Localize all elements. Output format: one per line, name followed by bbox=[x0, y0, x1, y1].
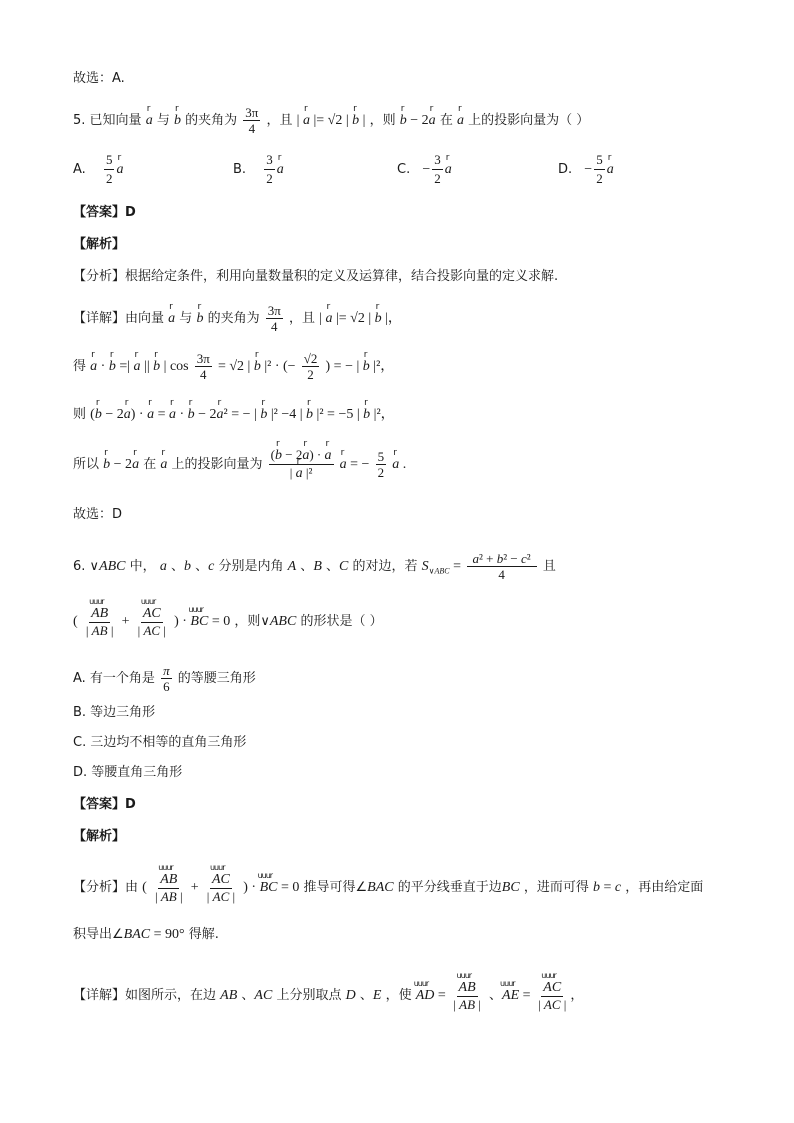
text: 所以 bbox=[73, 457, 100, 472]
text: 则 bbox=[73, 407, 87, 422]
text: 【详解】由向量 bbox=[73, 311, 165, 326]
text: 的夹角为 bbox=[207, 311, 260, 326]
text: 的夹角为 bbox=[185, 113, 238, 128]
text: 【分析】由 bbox=[73, 880, 139, 895]
q6-option-c bbox=[73, 736, 246, 749]
text: C. 三边均不相等的直角三角形 bbox=[73, 735, 247, 750]
option-d: D. − $\frac{5}{2}$ r a bbox=[558, 152, 614, 187]
text: 【答案】D bbox=[73, 797, 136, 812]
question-6-stem: 6. ∨ABC 中， a 、b 、c 分别是内角 A 、B 、C 的对边，若 $S_{\vee ABC}$ = $\frac{\text{a² + b² − c²}}{4}$ 且 bbox=[73, 551, 556, 582]
text: B. bbox=[233, 162, 247, 177]
text: 【分析】根据给定条件，利用向量数量积的定义及运算律，结合投影向量的定义求解. bbox=[73, 269, 559, 284]
text: 得 bbox=[73, 359, 87, 374]
text: 故选：D bbox=[73, 507, 123, 522]
text: D. 等腰直角三角形 bbox=[73, 765, 183, 780]
detail-line-4: 所以 r b − 2r a 在 r a 上的投影向量为 $\frac{\text{(r b − 2r a) · r a}}{\text{| r a |²}}$ r a = − $\frac{5}{2}$ r a . bbox=[73, 448, 406, 481]
text: 分别是内角 bbox=[218, 559, 284, 574]
analysis-label bbox=[73, 238, 125, 251]
text: 与 bbox=[156, 113, 170, 128]
text: ，且 bbox=[266, 113, 293, 128]
vector-a: r a bbox=[146, 114, 153, 128]
text: 的形状是（ ） bbox=[300, 614, 383, 629]
text: 6. ∨ bbox=[73, 559, 100, 574]
text: 的对边，若 bbox=[352, 559, 418, 574]
text: ，则∨ bbox=[234, 614, 270, 629]
detail-line-2: 得 r a · r b =| r a || r b | cos $\frac{3\pi}{4}$ = √2 | r b |² · (− $\frac{√2}{2}$ ) = − | r b |²， bbox=[73, 352, 394, 381]
prev-answer-line bbox=[73, 72, 125, 85]
answer-label bbox=[73, 798, 136, 811]
text: 上的投影向量为 bbox=[171, 457, 263, 472]
text: D. bbox=[558, 162, 573, 177]
text: 的等腰三角形 bbox=[177, 671, 256, 686]
text: 【详解】如图所示，在边 bbox=[73, 988, 217, 1003]
formula: | r a |= √2 | r b | bbox=[297, 113, 366, 128]
fraction-3pi-4: $\frac{3\pi}{4}$ bbox=[245, 105, 259, 136]
question-5-stem bbox=[73, 106, 589, 135]
formula: r b − 2r a bbox=[400, 113, 436, 128]
question-6-condition: ( uuur $\frac{AB}{| AB |}$ + uuur $\frac{AC}{| AC |}$ ) · uuur BC = 0 ，则∨ABC 的形状是（ ） bbox=[73, 606, 383, 637]
text: 且 bbox=[542, 559, 556, 574]
q5-conclusion bbox=[73, 508, 122, 521]
q6-option-b bbox=[73, 706, 155, 719]
detail-line-1: 【详解】由向量 r a 与 r b 的夹角为 $\frac{3\pi}{4}$ ，且 | r a |= √2 | r b |， bbox=[73, 304, 402, 333]
text: 中， bbox=[129, 559, 156, 574]
text: C. bbox=[397, 162, 411, 177]
text: 上的投影向量为（ ） bbox=[468, 113, 590, 128]
text: ，再由给定面 bbox=[625, 880, 704, 895]
text: ，进而可得 bbox=[523, 880, 589, 895]
vector-b: r b bbox=[174, 114, 181, 128]
analysis-label bbox=[73, 830, 125, 843]
text: A. 有一个角是 bbox=[73, 671, 155, 686]
q6-option-a: A. 有一个角是 $\frac{\pi}{6}$ 的等腰三角形 bbox=[73, 663, 256, 694]
text: 积导出∠ bbox=[73, 927, 124, 942]
q6-option-d bbox=[73, 766, 182, 779]
text: 的平分线垂直于边 bbox=[397, 880, 502, 895]
text: ，使 bbox=[385, 988, 412, 1003]
q6-analysis-1: 【分析】由 ( uuur $\frac{AB}{| AB |}$ + uuur $\frac{AC}{| AC |}$ ) · uuur BC = 0 推导可得∠BAC 的平分线垂直于边BC ，进而可得 b = c ，再由给定面 bbox=[73, 872, 703, 903]
text: 上分别取点 bbox=[276, 988, 342, 1003]
vector-a: r a bbox=[457, 114, 464, 128]
text: 推导可得∠ bbox=[303, 880, 368, 895]
text: 【答案】D bbox=[73, 205, 136, 220]
q6-analysis-2: 积导出∠BAC = 90° 得解. bbox=[73, 927, 219, 942]
text: 与 bbox=[179, 311, 193, 326]
text: ，且 bbox=[288, 311, 315, 326]
text: B. 等边三角形 bbox=[73, 705, 156, 720]
text: 【解析】 bbox=[73, 237, 126, 252]
text: ，则 bbox=[369, 113, 396, 128]
text: 【解析】 bbox=[73, 829, 126, 844]
q6-detail-1: 【详解】如图所示，在边 AB 、AC 上分别取点 D 、E ，使 uuur AD = uuur $\frac{AB}{| AB |}$ 、uuur AE = uuur $\frac{AC}{| AC |}$ ， bbox=[73, 980, 583, 1011]
analysis-text bbox=[73, 270, 558, 283]
option-c: C. − $\frac{3}{2}$ r a bbox=[397, 152, 452, 187]
text: 在 bbox=[439, 113, 453, 128]
detail-line-3: 则 (r b − 2r a) · r a = r a · r b − 2r a² = − | r b |² −4 | r b |² = −5 | r b |²， bbox=[73, 408, 395, 422]
text: 在 bbox=[143, 457, 157, 472]
text: A. bbox=[73, 162, 86, 177]
answer-label bbox=[73, 206, 136, 219]
text: 故选：A. bbox=[73, 71, 125, 86]
text: 5. 已知向量 bbox=[73, 113, 142, 128]
option-b: B. $\frac{3}{2}$ r a bbox=[233, 152, 284, 187]
option-a: A. $\frac{5}{2}$ r a bbox=[73, 152, 123, 187]
text: 得解. bbox=[188, 927, 219, 942]
